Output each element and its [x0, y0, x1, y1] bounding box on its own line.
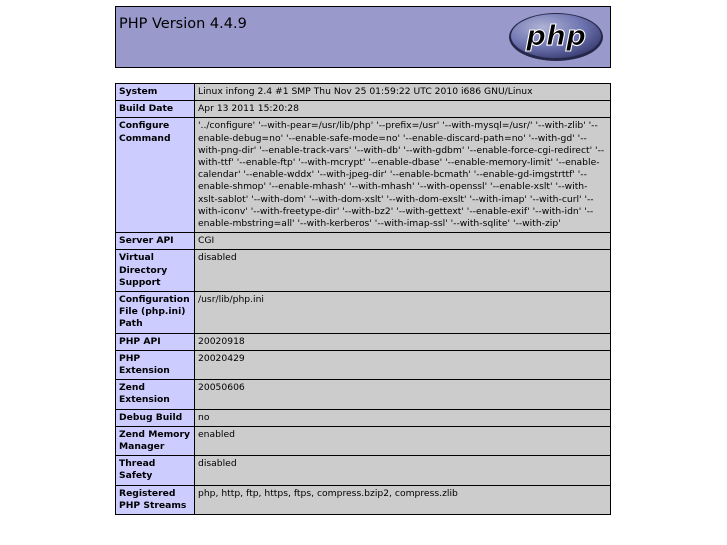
row-label: Thread Safety — [116, 456, 195, 485]
version-banner — [115, 6, 611, 68]
system-info-table — [115, 83, 611, 515]
page-title: PHP Version 4.4.9 — [119, 16, 247, 32]
info-row-configuration-file — [116, 292, 611, 334]
info-row-virtual-directory-support — [116, 250, 611, 292]
row-label: Configuration File (php.ini) Path — [116, 292, 195, 334]
row-value: disabled — [195, 456, 611, 485]
row-value: /usr/lib/php.ini — [195, 292, 611, 334]
row-value: 20020429 — [195, 350, 611, 379]
info-row-php-extension — [116, 350, 611, 379]
row-value: Linux infong 2.4 #1 SMP Thu Nov 25 01:59:22 UTC 2010 i686 GNU/Linux — [195, 84, 611, 101]
row-label: System — [116, 84, 195, 101]
row-label: Registered PHP Streams — [116, 485, 195, 514]
info-row-configure-command — [116, 118, 611, 233]
info-row-debug-build — [116, 409, 611, 426]
row-value: Apr 13 2011 15:20:28 — [195, 101, 611, 118]
row-value: 20020918 — [195, 333, 611, 350]
row-value: 20050606 — [195, 380, 611, 409]
row-value: '../configure' '--with-pear=/usr/lib/php' '--prefix=/usr' '--with-mysql=/usr/' '--with-zlib' '--enable-debug=no' '--enable-safe-mode=no' '--enable-discard-path=no' '--with-gd' '--with-png-dir' '--enable-track-vars' '--with-db' '--with-gdbm' '--enable-force-cgi-redirect' '--with-ttf' '--enable-ftp' '--with-mcrypt' '--enable-dbase' '--enable-memory-limit' '--enable-calendar' '--enable-wddx' '--with-jpeg-dir' '--enable-bcmath' '--enable-gd-imgstrttf' '--enable-shmop' '--enable-mhash' '--with-mhash' '--with-openssl' '--enable-xslt' '--with-xslt-sablot' '--with-dom' '--with-dom-xslt' '--with-dom-exslt' '--with-imap' '--with-curl' '--with-iconv' '--with-freetype-dir' '--with-bz2' '--with-gettext' '--enable-exif' '--with-idn' '--enable-mbstring=all' '--with-kerberos' '--with-imap-ssl' '--with-sqlite' '--with-zip' — [195, 118, 611, 233]
row-label: PHP API — [116, 333, 195, 350]
info-row-server-api — [116, 233, 611, 250]
svg-text:php: php — [525, 19, 587, 52]
row-value: disabled — [195, 250, 611, 292]
row-label: Zend Extension — [116, 380, 195, 409]
info-row-registered-php-streams — [116, 485, 611, 514]
row-label: Zend Memory Manager — [116, 426, 195, 455]
row-label: PHP Extension — [116, 350, 195, 379]
row-label: Server API — [116, 233, 195, 250]
row-label: Virtual Directory Support — [116, 250, 195, 292]
row-label: Build Date — [116, 101, 195, 118]
php-logo-icon — [508, 12, 604, 62]
info-row-system — [116, 84, 611, 101]
info-row-zend-memory-manager — [116, 426, 611, 455]
row-value: enabled — [195, 426, 611, 455]
row-value: no — [195, 409, 611, 426]
row-value: CGI — [195, 233, 611, 250]
row-value: php, http, ftp, https, ftps, compress.bzip2, compress.zlib — [195, 485, 611, 514]
info-row-thread-safety — [116, 456, 611, 485]
row-label: Configure Command — [116, 118, 195, 233]
phpinfo-page — [115, 6, 611, 511]
row-label: Debug Build — [116, 409, 195, 426]
info-row-php-api — [116, 333, 611, 350]
info-row-build-date — [116, 101, 611, 118]
info-row-zend-extension — [116, 380, 611, 409]
